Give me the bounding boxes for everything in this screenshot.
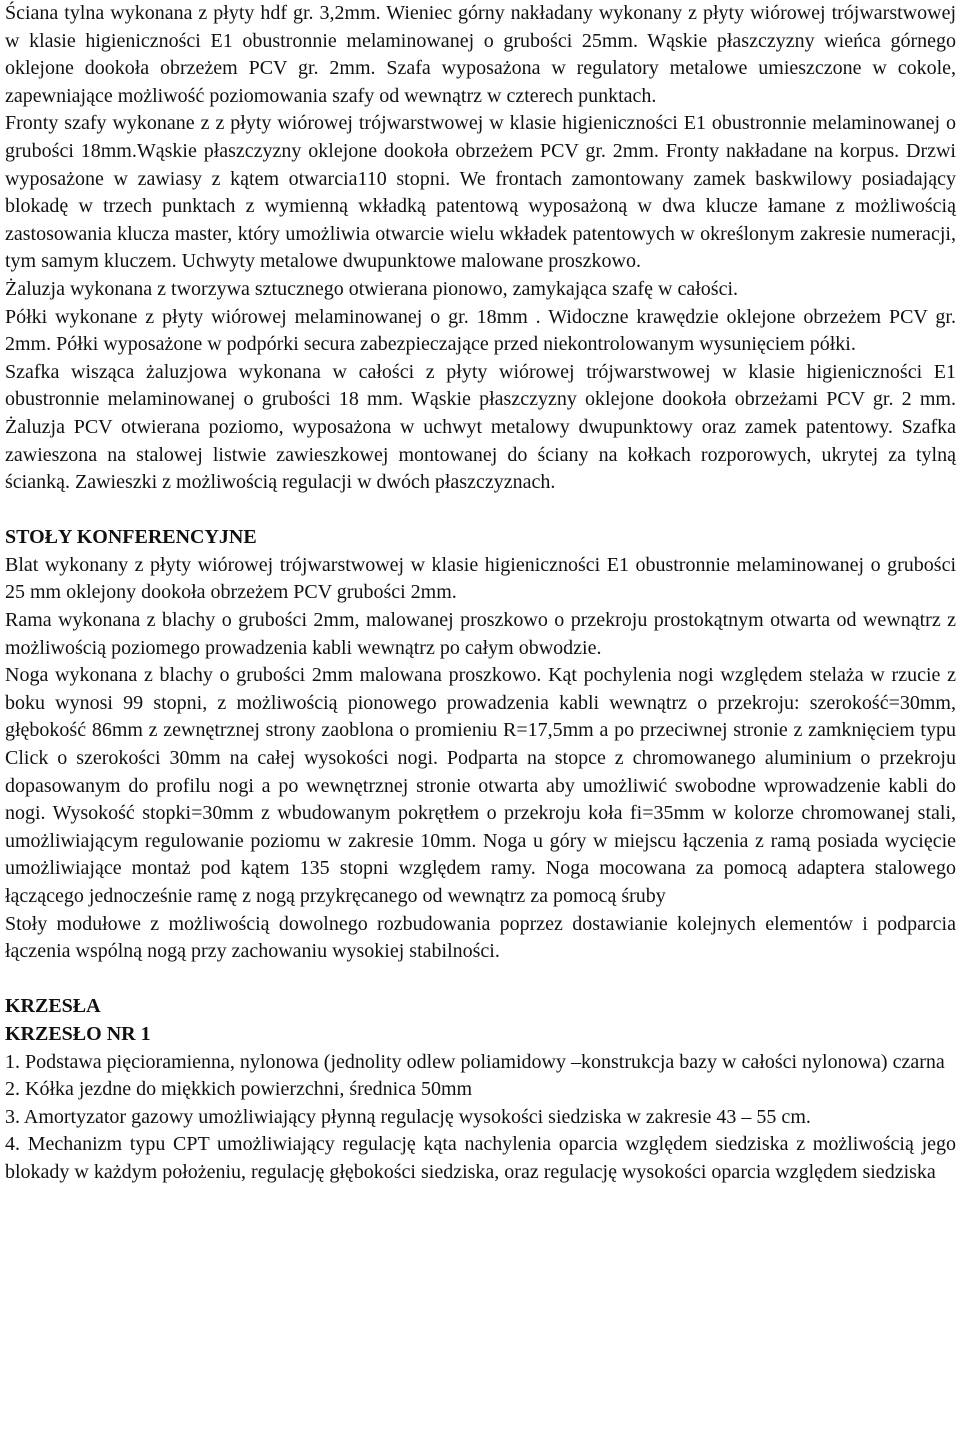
list-item: 1. Podstawa pięcioramienna, nylonowa (jednolity odlew poliamidowy –konstrukcja bazy w całości nylonowa) czarna (5, 1050, 945, 1073)
document-page (5, 0, 956, 1187)
paragraph: Noga wykonana z blachy o grubości 2mm malowana proszkowo. Kąt pochylenia nogi względem stelaża w rzucie z boku wynosi 99 stopni, z możliwością pionowego prowadzenia kabli wewnątrz o przekroju: szerokość=30mm, głębokość 86mm z zewnętrznej strony zaoblona o promieniu R=17,5mm a po przeciwnej stronie z zamknięciem typu Click o szerokości 30mm na całej wysokości nogi. Podparta na stopce z chromowanego aluminium o przekroju dopasowanym do profilu nogi a po wewnętrznej stronie otwarta aby umożliwić swobodne wprowadzenie kabli do nogi. Wysokość stopki=30mm z wbudowanym pokrętłem o przekroju koła fi=35mm w kolorze chromowanej stali, umożliwiającym regulowanie poziomu w zakresie 10mm. Noga u góry w miejscu łączenia z ramą posiada wycięcie umożliwiające montaż pod kątem 135 stopni względem ramy. Noga mocowana za pomocą adaptera stalowego łączącego jednocześnie ramę z nogą przykręcanego od wewnątrz za pomocą śruby (5, 664, 956, 907)
section-heading: KRZESŁA (5, 995, 101, 1018)
paragraph: Stoły modułowe z możliwością dowolnego rozbudowania poprzez dostawianie kolejnych elementów i podparcia łączenia wspólną nogą przy zachowaniu wysokiej stabilności. (5, 912, 956, 963)
paragraph: Fronty szafy wykonane z z płyty wiórowej trójwarstwowej w klasie higieniczności E1 obustronnie melaminowanej o grubości 18mm.Wąskie płaszczyzny oklejone dookoła obrzeżem PCV gr. 2mm. Fronty nakładane na korpus. Drzwi wyposażone w zawiasy z kątem otwarcia110 stopni. We frontach zamontowany zamek baskwilowy posiadający blokadę w trzech punktach z wymienną wkładką patentową wyposażoną w dwa klucze łamane z możliwością zastosowania klucza master, który umożliwia otwarcie wielu wkładek patentowych w określonym zakresie numeracji, tym samym kluczem. Uchwyty metalowe dwupunktowe malowane proszkowo. (5, 112, 956, 273)
list-item: 2. Kółka jezdne do miękkich powierzchni, średnica 50mm (5, 1078, 473, 1101)
section-subheading: KRZESŁO NR 1 (5, 1022, 151, 1045)
paragraph: Półki wykonane z płyty wiórowej melaminowanej o gr. 18mm . Widoczne krawędzie oklejone obrzeżem PCV gr. 2mm. Półki wyposażone w podpórki secura zabezpieczające przed niekontrolowanym wysunięciem półki. (5, 305, 956, 356)
list-item: 4. Mechanizm typu CPT umożliwiający regulację kąta nachylenia oparcia względem siedziska z możliwością jego blokady w każdym położeniu, regulację głębokości siedziska, oraz regulację wysokości oparcia względem siedziska (5, 1133, 956, 1183)
paragraph: Szafka wisząca żaluzjowa wykonana w całości z płyty wiórowej trójwarstwowej w klasie higieniczności E1 obustronnie melaminowanej o grubości 18 mm. Wąskie płaszczyzny oklejone dookoła obrzeżami PCV gr. 2 mm. Żaluzja PCV otwierana poziomo, wyposażona w uchwyt metalowy dwupunktowy oraz zamek patentowy. Szafka zawieszona na stalowej listwie zawieszkowej montowanej do ściany na kołkach rozporowych, ukrytej za tylną ścianką. Zawieszki z możliwością regulacji w dwóch płaszczyznach. (5, 360, 956, 494)
section-heading: STOŁY KONFERENCYJNE (5, 526, 257, 549)
chairs-section (5, 993, 956, 1186)
paragraph: Rama wykonana z blachy o grubości 2mm, malowanej proszkowo o przekroju prostokątnym otwarta od wewnątrz z możliwością poziomego prowadzenia kabli wewnątrz po całym obwodzie. (5, 609, 956, 659)
spacer (5, 966, 956, 994)
paragraph: Ściana tylna wykonana z płyty hdf gr. 3,2mm. Wieniec górny nakładany wykonany z płyty wiórowej trójwarstwowej w klasie higieniczności E1 obustronnie melaminowanej o grubości 25mm. Wąskie płaszczyzny wieńca górnego oklejone dookoła obrzeżem PCV gr. 2mm. Szafa wyposażona w regulatory metalowe umieszczone w cokole, zapewniające możliwość poziomowania szafy od wewnątrz w czterech punktach. (5, 2, 956, 107)
paragraph: Blat wykonany z płyty wiórowej trójwarstwowej w klasie higieniczności E1 obustronnie melaminowanej o grubości 25 mm oklejony dookoła obrzeżem PCV grubości 2mm. (5, 553, 956, 604)
spacer (5, 497, 956, 525)
wardrobe-section (5, 0, 956, 497)
list-item: 3. Amortyzator gazowy umożliwiający płynną regulację wysokości siedziska w zakresie 43 – 55 cm. (5, 1105, 811, 1128)
conference-tables-section (5, 524, 956, 966)
paragraph: Żaluzja wykonana z tworzywa sztucznego otwierana pionowo, zamykająca szafę w całości. (5, 277, 739, 300)
